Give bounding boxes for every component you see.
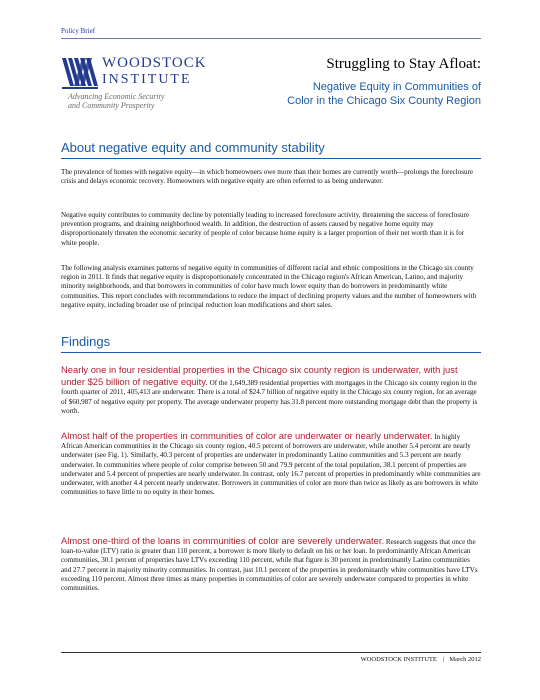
finding-3: [61, 535, 481, 593]
findings-heading: Findings: [61, 334, 111, 349]
logo-tagline-line1: Advancing Economic Security: [68, 92, 165, 101]
page-footer: [61, 656, 481, 663]
footer-date: March 2012: [449, 656, 481, 663]
logo-name-line1: WOODSTOCK: [102, 55, 207, 71]
findings-divider: [61, 352, 481, 353]
finding-3-lead: Almost one-third of the loans in communities of color are severely underwater.: [61, 535, 385, 546]
logo-tagline-line2: and Community Prosperity: [68, 101, 155, 110]
about-paragraph-1: The prevalence of homes with negative equity—in which homeowners owe more than their homes are currently worth—prolongs the foreclosure crisis and delays economic recovery. Homeowners with negative equity are often referred to as being underwater.: [61, 168, 474, 186]
page-title: Struggling to Stay Afloat:: [326, 56, 481, 72]
doc-type-label: Policy Brief: [61, 27, 96, 35]
page-subtitle: [240, 80, 481, 108]
logo-tagline: [68, 92, 213, 110]
footer-separator: |: [442, 656, 444, 663]
logo-name-line2: INSTITUTE: [102, 72, 192, 87]
finding-2-lead: Almost half of the properties in communities of color are underwater or nearly underwater.: [61, 430, 433, 441]
woodstock-logo-icon: [62, 56, 98, 90]
about-heading: About negative equity and community stability: [61, 140, 325, 155]
finding-1-body: Of the 1,649,389 residential properties with mortgages in the Chicago six county region in the fourth quarter of 2011, 405,413 are underwater. There is a total of $24.7 billion of negative equity in the Chicago six county region, for an average of $60,987 of negative equity per property. The average underwater property has 31.8 percent more outstanding mortgage debt than the property is worth.: [61, 379, 478, 415]
page-subtitle-line2: Color in the Chicago Six County Region: [287, 95, 481, 107]
woodstock-logo: [62, 54, 212, 124]
page-subtitle-line1: Negative Equity in Communities of: [312, 81, 481, 93]
about-divider: [61, 158, 481, 159]
finding-3-body: Research suggests that once the loan-to-value (LTV) ratio is greater than 110 percent, a borrower is more likely to default on his or her loan. In predominantly African American communities, 30.1 percent of properties have LTVs exceeding 110 percent, while that figure is 30 percent in predominantly Latino communities and 27.7 percent in majority minority communities. In contrast, just 10.1 percent of the properties in predominantly white communities have LTVs exceeding 110 percent. Almost three times as many properties in communities of color are severely underwater compared to properties in white communities.: [61, 538, 478, 593]
finding-2: [61, 430, 481, 497]
top-divider: [61, 38, 481, 39]
finding-2-body: In highly African American communities in the Chicago six county region, 40.5 percent of borrowers are underwater, while another 5.4 percent are nearly underwater (see Fig. 1). Similarly, 40.3 percent of properties are underwater in predominantly Latino communities and 5.3 percent are nearly underwater. In communities where people of color comprise between 50 and 79.9 percent of the total population, 38.1 percent of properties are underwater and 5.4 percent of properties are nearly underwater. In contrast, only 16.7 percent of properties in predominantly white communities are underwater, with another 4.4 percent nearly underwater. Borrowers in communities of color are more than twice as likely as are borrowers in white communities to have little to no equity in their homes.: [61, 433, 481, 497]
about-paragraph-3: The following analysis examines patterns of negative equity in communities of different racial and ethnic compositions in the Chicago six county region in 2011. It finds that negative equity is disproportionately concentrated in the Chicago region's African American, Latino, and majority minority neighborhoods, and that borrowers in communities of color have much lower equity than do borrowers in predominantly white communities. This report concludes with recommendations to reduce the impact of declining property values and the number of homeowners with negative equity, including broader use of principal reduction loan modifications and short sales.: [61, 264, 477, 309]
finding-1: [61, 364, 481, 416]
footer-divider: [61, 652, 481, 653]
about-paragraph-2: Negative equity contributes to community decline by potentially leading to increased foreclosure activity, threatening the success of foreclosure prevention programs, and draining neighborhood wealth. In addition, the destruction of assets caused by negative home equity may disproportionately threaten the economic security of people of color because home equity is a larger proportion of their net worth than it is for white people.: [61, 211, 470, 247]
footer-org: WOODSTOCK INSTITUTE: [360, 656, 437, 663]
finding-1-lead: Nearly one in four residential properties in the Chicago six county region is underwater, with just under $25 billion of negative equity.: [61, 364, 458, 388]
